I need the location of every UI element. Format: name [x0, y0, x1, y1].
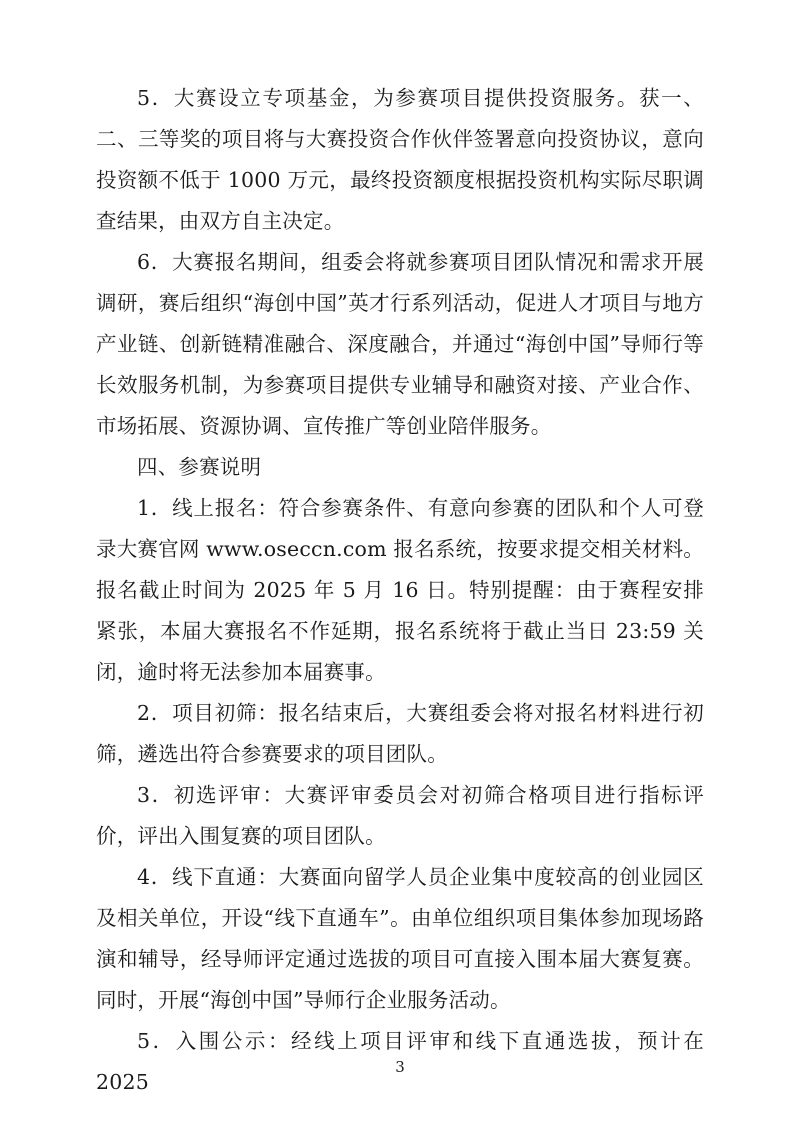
paragraph: 6．大赛报名期间，组委会将就参赛项目团队情况和需求开展调研，赛后组织“海创中国”英才行系列活动，促进人才项目与地方产业链、创新链精准融合、深度融合，并通过“海创中国”导师行等长效服务机制，为参赛项目提供专业辅导和融资对接、产业合作、市场拓展、资源协调、宣传推广等创业陪伴服务。	[96, 250, 704, 438]
paragraph: 4．线下直通：大赛面向留学人员企业集中度较高的创业园区及相关单位，开设“线下直通车”。由单位组织项目集体参加现场路演和辅导，经导师评定通过选拔的项目可直接入围本届大赛复赛。同时，开展“海创中国”导师行企业服务活动。	[96, 865, 704, 1012]
page-body	[96, 78, 704, 1103]
paragraph: 3．初选评审：大赛评审委员会对初筛合格项目进行指标评价，评出入围复赛的项目团队。	[96, 783, 704, 848]
section-heading: 四、参赛说明	[137, 455, 262, 479]
paragraph: 5．入围公示：经线上项目评审和线下直通选拔，预计在 2025	[96, 1029, 704, 1094]
paragraph: 1．线上报名：符合参赛条件、有意向参赛的团队和个人可登录大赛官网 www.oseccn.com 报名系统，按要求提交相关材料。报名截止时间为 2025 年 5 月 16 日。特别提醒：由于赛程安排紧张，本届大赛报名不作延期，报名系统将于截止当日 23:59 关闭，逾时将无法参加本届赛事。	[96, 496, 704, 684]
paragraph: 2．项目初筛：报名结束后，大赛组委会将对报名材料进行初筛，遴选出符合参赛要求的项目团队。	[96, 701, 704, 766]
page-number: 3	[395, 1058, 405, 1076]
paragraph: 5．大赛设立专项基金，为参赛项目提供投资服务。获一、二、三等奖的项目将与大赛投资合作伙伴签署意向投资协议，意向投资额不低于 1000 万元，最终投资额度根据投资机构实际尽职调查结果，由双方自主决定。	[96, 86, 704, 233]
